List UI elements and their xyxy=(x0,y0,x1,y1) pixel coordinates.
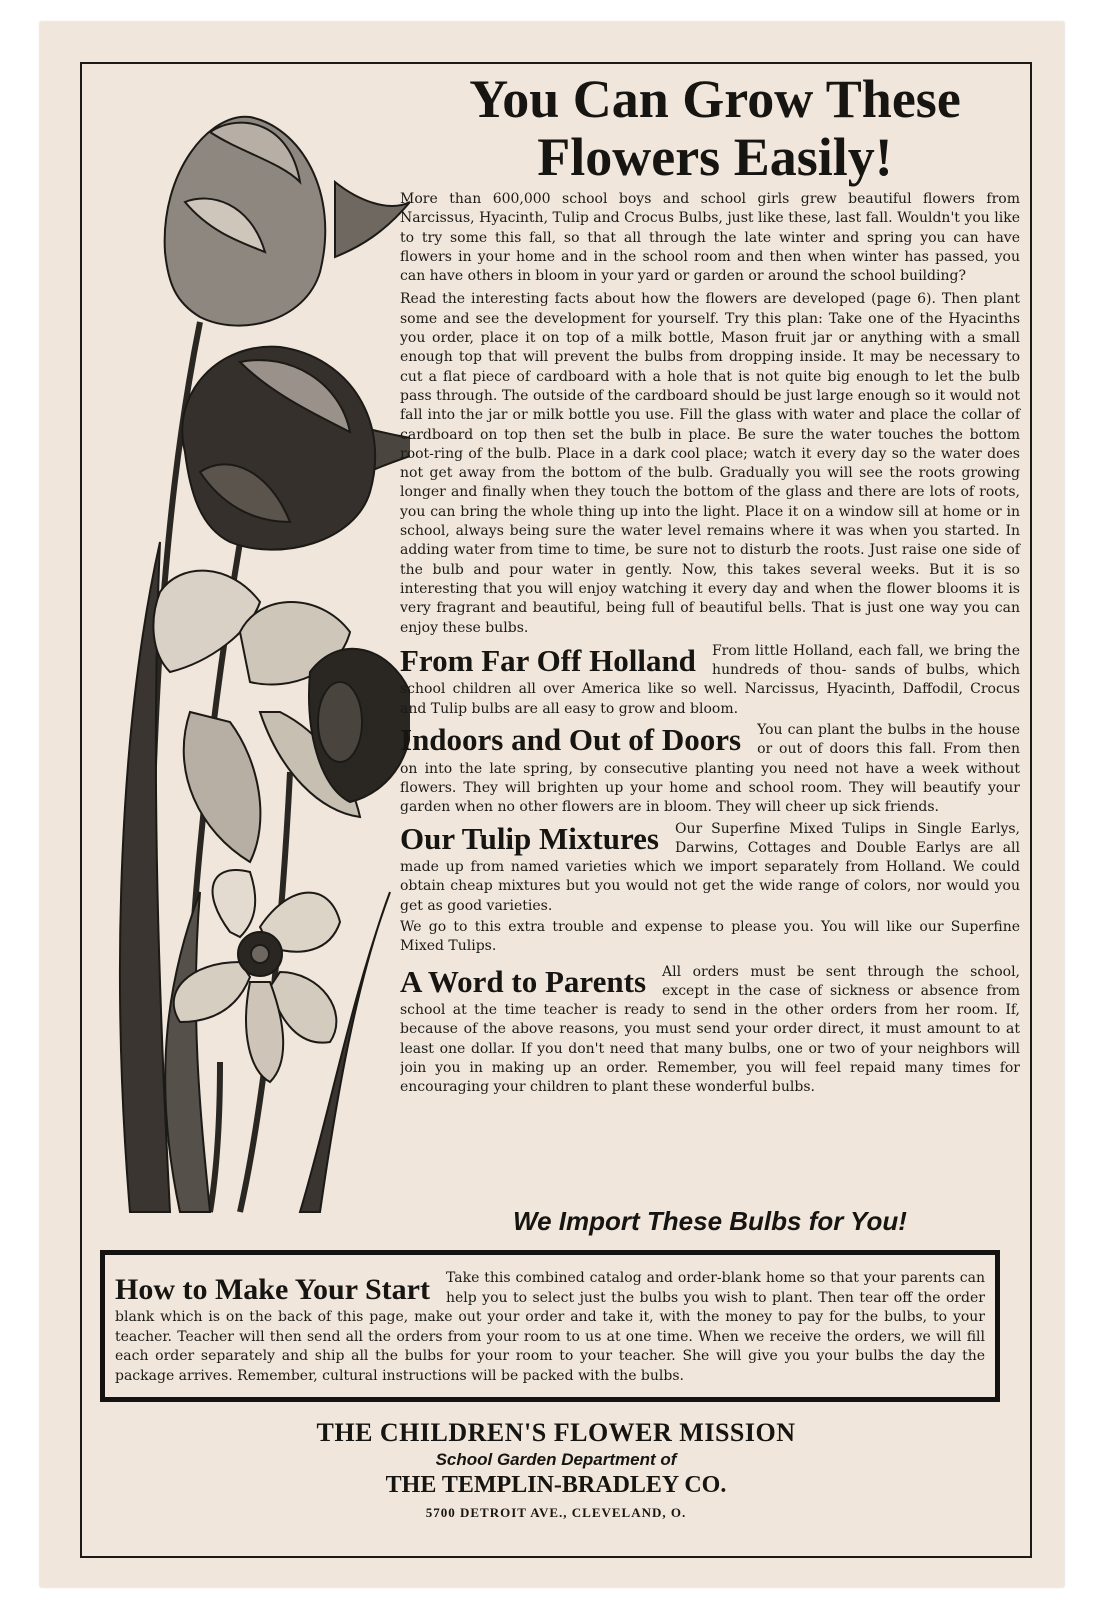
start-title: How to Make Your Start xyxy=(115,1273,430,1306)
section-lead: You can plant the bulbs in the house or out of xyxy=(757,722,1020,758)
footer xyxy=(82,1418,1030,1521)
section-title: Indoors and Out of Doors xyxy=(400,722,742,758)
section-title: Our Tulip Mixtures xyxy=(400,820,659,856)
company-name: THE TEMPLIN-BRADLEY CO. xyxy=(385,1472,727,1498)
page-border xyxy=(80,62,1032,1558)
section-text: and Double Earlys are all made up from named varieties which we import separately from Holland. We could obtain cheap mixtures but you would not get the wide range of colors, nor would you get as good varieties. xyxy=(400,839,1020,914)
section-holland xyxy=(400,642,1020,719)
section-lead: Our Superfine Mixed Tulips in Single Earlys, Darwins, Cottages xyxy=(675,820,1020,856)
article-body xyxy=(400,190,1020,1098)
section-parents xyxy=(400,963,1020,1098)
section-title: From Far Off Holland xyxy=(400,642,696,678)
section-text: sands of bulbs, which school children all over America like so well. Narcissus, Hyacinth, Daffodil, Crocus and Tulip bulbs are all easy to grow and bloom. xyxy=(400,662,1020,717)
section-title: A Word to Parents xyxy=(400,963,647,999)
section-text: or absence from school at the time teacher is ready to send in the other orders from her room. If, because of the above reasons, you must send your order direct, it must amount to at least one dollar. If you don't need that many bulbs, one or two of your neighbors will join you in making up an order. Remember, you will feel repaid many times for encouraging your children to plant these wonderful bulbs. xyxy=(400,982,1020,1096)
section-lead: From little Holland, each fall, we bring the hundreds of thou- xyxy=(711,642,1020,679)
how-to-start-box xyxy=(100,1250,1000,1402)
intro-paragraph-2: Read the interesting facts about how the flowers are developed (page 6). Then plant some and see the development for yourself. Try this plan: Take one of the Hyacinths you order, place it on top of a milk bottle, Mason fruit jar or anything with a small enough top that will prevent the bulbs from dropping inside. It may be necessary to cut a flat piece of cardboard with a hole that is not quite big enough to let the bulb pass through. The outside of the cardboard should be just large enough so it would not fall into the jar or milk bottle you use. Fill the glass with water and place the collar of cardboard on top then set the bulb in place. Be sure the water touches the bottom root-ring of the bulb. Place in a dark cool place; watch it every day so the water does not get away from the bottom of the bulb. Gradually you will see the roots growing longer and finally when they touch the bottom of the glass and there are lots of roots, you can bring the whole thing up into the light. Place it on a window sill at home or in school, always being sure the water level remains where it was when you started. In adding water from time to time, be sure not to disturb the roots. Just raise one side of the bulb and pour water in gently. Now, this takes several weeks. But it is so interesting that you will enjoy watching it every day and when the flower blooms it is very fragrant and beautiful, being full of beautiful bells. That is just one way you can enjoy these bulbs. xyxy=(400,291,1020,636)
flower-illustration xyxy=(90,72,410,1252)
organization-name: THE CHILDREN'S FLOWER MISSION xyxy=(316,1418,796,1447)
section-lead: All orders must be sent through the school, except in the case of sickness xyxy=(662,963,1020,999)
section-extra: We go to this extra trouble and expense to please you. You will like our Superfine Mixed Tulips. xyxy=(400,918,1020,955)
section-tulips xyxy=(400,820,1020,961)
import-slogan: We Import These Bulbs for You! xyxy=(513,1206,907,1236)
intro-paragraph-1: More than 600,000 school boys and school girls grew beautiful flowers from Narcissus, Hyacinth, Tulip and Crocus Bulbs, just like these, last fall. Wouldn't you like to try some this fall, so that all through the late winter and spring you can have flowers in your home and in the school room and then when winter has passed, you can have others in bloom in your yard or garden or around the school building? xyxy=(400,191,1020,285)
section-text: doors this fall. From then on into the late spring, by consecutive planting you need not have a week without flowers. They will brighten up your home and school room. They will beautify your garden when no other flowers are in bloom. They will cheer up sick friends. xyxy=(400,741,1020,816)
section-indoors xyxy=(400,721,1020,817)
headline: You Can Grow These Flowers Easily! xyxy=(469,69,961,187)
start-lead: Take this combined catalog and order-blank home so that your parents can help you to select just the bulbs you wish xyxy=(445,1270,985,1306)
catalog-page xyxy=(40,22,1064,1587)
department-name: School Garden Department of xyxy=(435,1450,677,1469)
company-address: 5700 DETROIT AVE., CLEVELAND, O. xyxy=(425,1505,687,1520)
start-text: to plant. Then tear off the order blank which is on the back of this page, make out your order and take it, with the money to pay for the bulbs, to your teacher. Teacher will then send all the orders from your room to us at one time. When we receive the orders, we will fill each order separately and ship all the bulbs for your room to your teacher. She will give you your bulbs the day the package arrives. Remember, cultural instructions will be packed with the bulbs. xyxy=(115,1289,986,1384)
